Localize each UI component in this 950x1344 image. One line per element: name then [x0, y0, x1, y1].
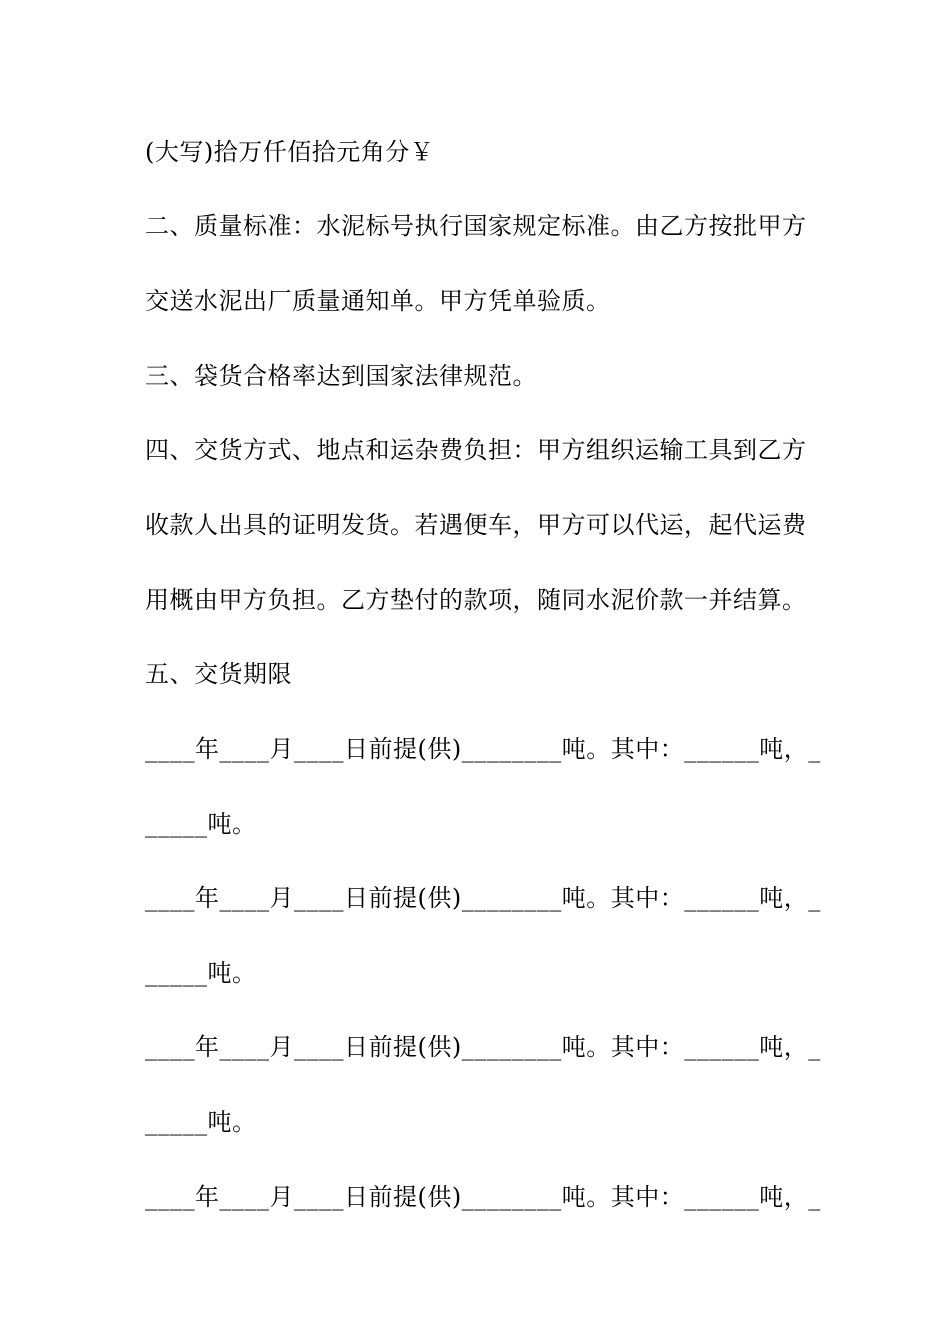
delivery-schedule-line-1: ____年____月____日前提(供)________吨。其中：______吨，_ [145, 735, 821, 763]
amount-in-words-line: (大写)拾万仟佰拾元角分￥ [145, 138, 435, 166]
delivery-schedule-line-2: ____年____月____日前提(供)________吨。其中：______吨，_ [145, 884, 821, 912]
delivery-schedule-line-3-cont: _____吨。 [145, 1108, 257, 1136]
quality-standard-paragraph-cont: 交送水泥出厂质量通知单。甲方凭单验质。 [145, 287, 611, 315]
delivery-method-paragraph-cont-2: 用概由甲方负担。乙方垫付的款项，随同水泥价款一并结算。 [145, 586, 807, 614]
delivery-period-heading: 五、交货期限 [145, 660, 292, 688]
delivery-schedule-line-3: ____年____月____日前提(供)________吨。其中：______吨，_ [145, 1033, 821, 1061]
bag-qualification-paragraph: 三、袋货合格率达到国家法律规范。 [145, 362, 537, 390]
quality-standard-paragraph: 二、质量标准：水泥标号执行国家规定标准。由乙方按批甲方 [145, 212, 807, 240]
delivery-method-paragraph: 四、交货方式、地点和运杂费负担：甲方组织运输工具到乙方 [145, 436, 807, 464]
delivery-schedule-line-4: ____年____月____日前提(供)________吨。其中：______吨，_ [145, 1183, 821, 1211]
delivery-schedule-line-1-cont: _____吨。 [145, 810, 257, 838]
delivery-method-paragraph-cont-1: 收款人出具的证明发货。若遇便车，甲方可以代运，起代运费 [145, 511, 807, 539]
delivery-schedule-line-2-cont: _____吨。 [145, 959, 257, 987]
